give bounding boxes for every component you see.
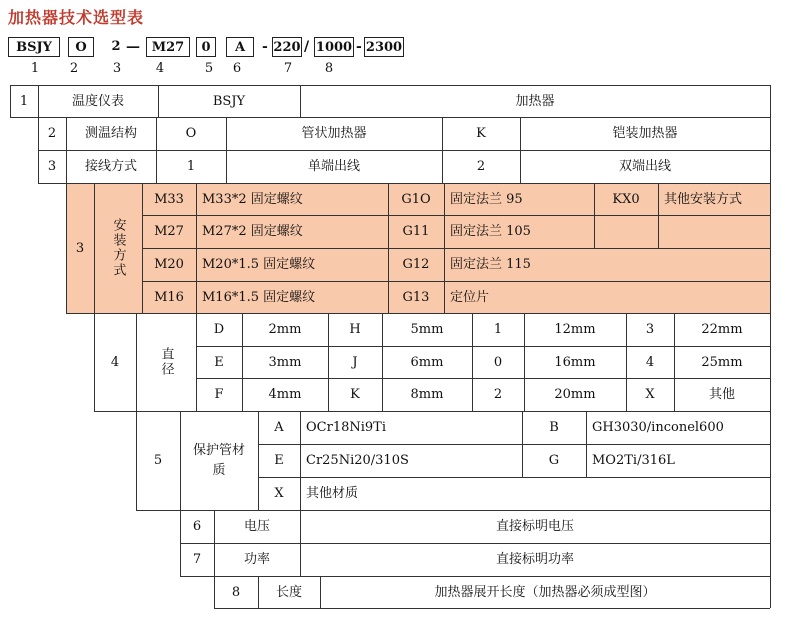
dia-r3-c5: 2 (493, 387, 503, 402)
code-num-8: 8 (324, 60, 334, 76)
code-num-2: 2 (69, 60, 79, 76)
dia-r2-c3: J (352, 354, 358, 370)
r1-code: BSJY (212, 93, 246, 109)
dia-r2-c8: 25mm (701, 354, 743, 370)
r3-value-1: 单端出线 (307, 159, 360, 174)
mount-r1-value-2: 固定法兰 95 (450, 191, 523, 207)
mount-r1-value-1: M33*2 固定螺纹 (202, 191, 303, 207)
r2-code-2: K (476, 126, 486, 141)
code-box-3: 2 (106, 37, 126, 57)
material-label: 保护管材质 (192, 443, 245, 478)
mount-r4-value-1: M16*1.5 固定螺纹 (202, 289, 316, 305)
r7-num: 7 (192, 552, 202, 567)
mount-r1-code-3: KX0 (612, 191, 640, 207)
r2-label: 测温结构 (84, 126, 137, 141)
dia-r1-c2: 2mm (268, 322, 302, 337)
mat-r1-code-2: B (549, 420, 559, 435)
dia-r2-c6: 16mm (554, 354, 596, 370)
code-sep-2: - (262, 39, 268, 55)
r1-value: 加热器 (515, 93, 555, 109)
diameter-label: 直径 (158, 347, 174, 377)
mount-r3-code-1: M20 (154, 257, 184, 272)
dia-r2-c7: 4 (645, 354, 655, 370)
mat-r1-value-2: GH3030/inconel600 (592, 420, 724, 435)
mat-r1-value-1: OCr18Ni9Ti (306, 420, 386, 435)
mount-r2-code-2: G11 (402, 224, 430, 239)
r2-value-2: 铠装加热器 (612, 126, 678, 141)
dia-r2-c2: 3mm (268, 354, 302, 370)
dia-r3-c6: 20mm (554, 387, 596, 402)
diameter-num: 4 (110, 354, 120, 370)
mount-r1-code-2: G1O (401, 191, 431, 207)
r1-num: 1 (19, 93, 29, 109)
mount-r4-code-1: M16 (154, 289, 184, 305)
code-box-7: 220 (272, 37, 302, 57)
dia-r3-c8: 其他 (708, 387, 735, 402)
r7-value: 直接标明功率 (495, 552, 574, 567)
mount-r3-value-1: M20*1.5 固定螺纹 (202, 257, 316, 272)
mount-label: 安装方式 (110, 218, 126, 278)
dia-r1-c3: H (349, 322, 361, 337)
code-num-1: 1 (30, 60, 40, 76)
mount-r4-value-2: 定位片 (450, 289, 490, 305)
dia-r2-c5: 0 (493, 354, 503, 370)
r3-code-1: 1 (186, 159, 196, 174)
dia-r3-c2: 4mm (268, 387, 302, 402)
mount-r3-code-2: G12 (402, 257, 430, 272)
code-num-5: 5 (204, 60, 214, 76)
mount-r1-value-3: 其他安装方式 (664, 191, 743, 207)
r8-num: 8 (231, 584, 241, 600)
dia-r1-c7: 3 (645, 322, 655, 337)
mount-r1-code-1: M33 (154, 191, 184, 207)
r2-code-1: O (185, 126, 197, 141)
mount-r2-code-1: M27 (154, 224, 184, 239)
page-title: 加热器技术选型表 (8, 8, 145, 27)
mat-r2-code-2: G (548, 453, 560, 468)
dia-r2-c4: 6mm (410, 354, 444, 370)
dia-r2-c1: E (214, 354, 224, 370)
code-box-9: 2300 (364, 37, 404, 57)
dia-r3-c1: F (214, 387, 224, 402)
mat-r1-code-1: A (274, 420, 284, 435)
mount-num: 3 (75, 240, 85, 256)
mount-r4-code-2: G13 (402, 289, 430, 305)
dia-r1-c4: 5mm (410, 322, 444, 337)
r6-label: 电压 (243, 519, 270, 534)
code-sep-1: — (126, 39, 140, 55)
r8-label: 长度 (275, 584, 302, 600)
dia-r3-c7: X (645, 387, 655, 402)
mat-r3-value-1: 其他材质 (306, 486, 359, 501)
r8-value: 加热器展开长度（加热器必须成型图） (434, 584, 656, 600)
mat-r2-value-2: MO2Ti/316L (592, 453, 675, 468)
mat-r2-value-1: Cr25Ni20/310S (306, 453, 409, 468)
code-num-7: 7 (283, 60, 293, 76)
dia-r1-c8: 22mm (701, 322, 743, 337)
dia-r3-c4: 8mm (410, 387, 444, 402)
code-sep-3: / (304, 39, 310, 55)
code-num-6: 6 (232, 60, 242, 76)
material-num: 5 (153, 453, 163, 468)
code-box-4: M27 (146, 37, 190, 57)
dia-r1-c6: 12mm (554, 322, 596, 337)
code-box-8: 1000 (314, 37, 354, 57)
r7-label: 功率 (243, 552, 270, 567)
r6-value: 直接标明电压 (495, 519, 574, 534)
code-box-2: O (68, 37, 94, 57)
code-num-3: 3 (112, 60, 122, 76)
mount-r3-value-2: 固定法兰 115 (450, 257, 531, 272)
r2-num: 2 (47, 126, 57, 141)
code-num-4: 4 (155, 60, 165, 76)
dia-r1-c5: 1 (493, 322, 503, 337)
mount-r2-value-2: 固定法兰 105 (450, 224, 531, 239)
r2-value-1: 管状加热器 (301, 126, 367, 141)
mount-r2-value-1: M27*2 固定螺纹 (202, 224, 303, 239)
code-box-5: 0 (196, 37, 216, 57)
r1-label: 温度仪表 (71, 93, 124, 109)
dia-r1-c1: D (213, 322, 225, 337)
code-box-6: A (226, 37, 254, 57)
mat-r2-code-1: E (274, 453, 284, 468)
dia-r3-c3: K (350, 387, 360, 402)
r3-label: 接线方式 (84, 159, 137, 174)
r3-num: 3 (47, 159, 57, 174)
mat-r3-code-1: X (274, 486, 284, 501)
code-box-1: BSJY (8, 37, 60, 57)
r3-value-2: 双端出线 (618, 159, 671, 174)
r3-code-2: 2 (476, 159, 486, 174)
code-sep-4: - (356, 39, 362, 55)
r6-num: 6 (192, 519, 202, 534)
